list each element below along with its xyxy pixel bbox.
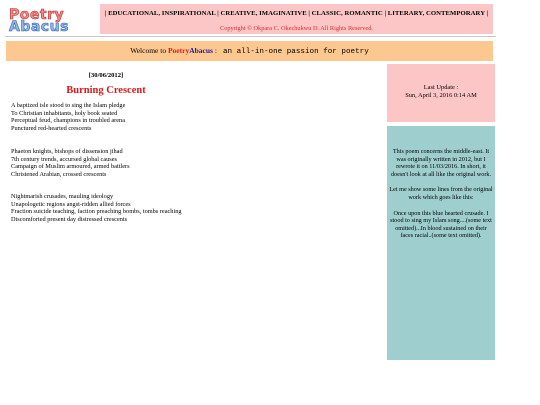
poem-line: Punctured red-hearted crescents	[11, 124, 92, 132]
header-banner	[100, 4, 493, 34]
poem-line: Nightmarish crusades, mauling ideology	[11, 193, 114, 200]
poem-stanza-3	[11, 193, 182, 223]
poem-line: Campaign of Muslim armoured, armed battlers	[11, 163, 130, 171]
header-divider	[5, 36, 496, 37]
poem-line: Discomforted present day distressed crescents	[11, 215, 128, 223]
poetry-abacus-logo[interactable]	[9, 8, 87, 34]
poem-line: 7th century trends, accursed global causes	[11, 155, 117, 163]
poem-note: This poem concerns the middle-east. It was originally written in 2012, but I rewrote it on 11/03/2016. In short, it doesn't look at all like the original work.	[390, 148, 492, 178]
brand-poetry: Poetry	[167, 46, 190, 55]
welcome-bar	[6, 41, 493, 61]
last-update-box	[387, 64, 495, 122]
poem-line: To Christian inhabitants, holy book seated	[11, 109, 118, 117]
poem-line: Unapologetic regions angst-ridden allied forces	[11, 200, 131, 208]
poem-stanza-2	[11, 148, 130, 178]
poem-stanza-1	[11, 102, 125, 132]
welcome-separator: :	[212, 46, 217, 55]
copyright-notice: Copyright © Okpara C. Okechukwu D. All Rights Reserved.	[220, 25, 373, 32]
poem-note: Once upon this blue hearted crusade. I stood to sing my Islam song....(some text omitted)...In blood sustained on their faces racial..(some text omitted).	[390, 209, 492, 240]
poem-line: Fraction suicide teaching, faction preaching bombs, tombs reaching	[11, 208, 182, 216]
poem-notes-box	[387, 126, 495, 360]
site-tagline: an all-in-one passion for poetry	[222, 48, 369, 56]
poem-line: A baptized isle stood to sing the Islam pledge	[11, 102, 126, 109]
poem-date: [30/06/2012]	[88, 72, 124, 79]
category-nav[interactable]: | EDUCATIONAL, INSPIRATIONAL | CREATIVE, IMAGINATIVE | CLASSIC, ROMANTIC | LITERARY, CONTEMPORARY |	[104, 10, 489, 17]
brand-abacus: Abacus	[189, 46, 213, 55]
poem-note: Let me show some lines from the original work which goes like this:	[389, 186, 493, 201]
logo-poetry-text: Poetry	[9, 7, 65, 23]
logo-abacus-text: Abacus	[9, 19, 69, 35]
last-update-label: Last Update :	[423, 84, 459, 91]
poem-line: Phaeton knights, bishops of dissension jihad	[11, 148, 123, 155]
welcome-prefix: Welcome to	[130, 46, 168, 55]
poem-title: Burning Crescent	[66, 85, 146, 96]
last-update-date: Sun, April 3, 2016 0:14 AM	[405, 92, 477, 99]
poem-line: Perceptual feud, champions in troubled arena	[11, 117, 126, 125]
poem-line: Christened Arabian, crossed crescents	[11, 170, 107, 178]
